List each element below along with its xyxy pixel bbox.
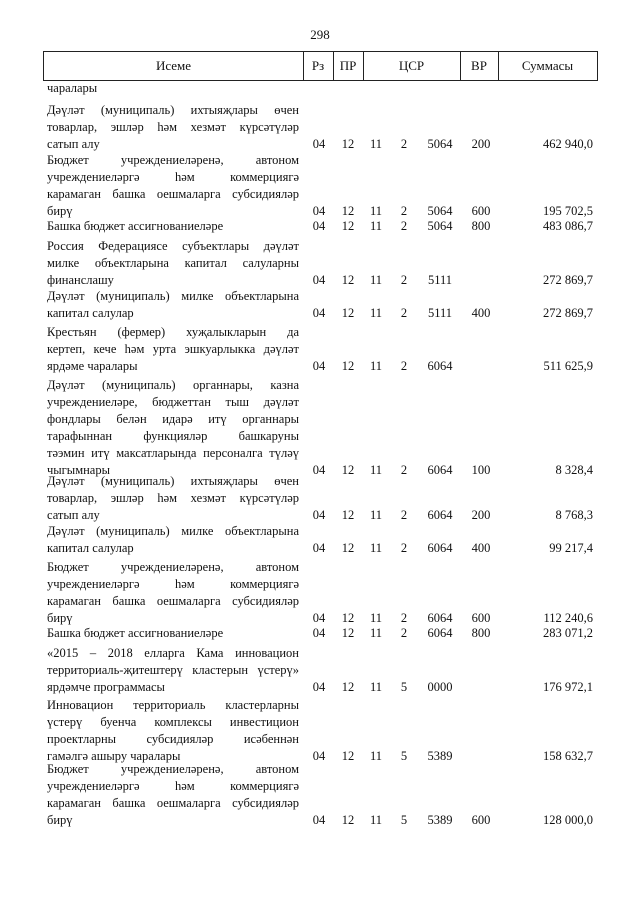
row-pr: 12 [341,749,355,763]
row-vr: 100 [471,463,491,477]
row-sum: 511 625,9 [543,359,593,373]
row-pr: 12 [341,137,355,151]
row-csr-code: 6064 [427,508,453,522]
row-name: Бюджет учреждениеләренә, автоном учреждениеләргә һәм коммерциягә карамаган башка оешмаларга субсидияләр бирү [47,762,299,827]
row-rz: 04 [312,204,326,218]
row-csr-program: 11 [369,273,383,287]
table-row [0,523,640,557]
table-row [0,288,640,322]
row-csr-subprogram: 2 [400,306,408,320]
row-csr-code: 5111 [427,273,453,287]
row-csr-code: 6064 [427,541,453,555]
row-csr-code: 6064 [427,359,453,373]
row-pr: 12 [341,463,355,477]
row-vr: 800 [471,219,491,233]
row-name: Дәүләт (муниципаль) ихтыяҗлары өчен товарлар, эшләр һәм хезмәт күрсәтүләр сатып алу [47,103,299,151]
header-vr: ВР [471,58,487,73]
row-pr: 12 [341,626,355,640]
row-name: Дәүләт (муниципаль) милке объектларына капитал салулар [47,289,299,320]
table-row [0,559,640,627]
row-rz: 04 [312,680,326,694]
row-name: Дәүләт (муниципаль) ихтыяҗлары өчен товарлар, эшләр һәм хезмәт күрсәтүләр сатып алу [47,474,299,522]
row-name: Башка бюджет ассигнованиеләре [47,626,224,640]
row-csr-code: 5389 [427,813,453,827]
row-csr-subprogram: 2 [400,463,408,477]
row-csr-code: 6064 [427,626,453,640]
table-row [0,625,640,642]
row-name: Дәүләт (муниципаль) милке объектларына капитал салулар [47,524,299,555]
row-csr-subprogram: 2 [400,137,408,151]
row-pr: 12 [341,680,355,694]
row-rz: 04 [312,306,326,320]
row-sum: 112 240,6 [543,611,593,625]
row-csr-subprogram: 2 [400,359,408,373]
continuation-row [0,80,640,97]
row-csr-program: 11 [369,359,383,373]
table-row [0,152,640,220]
row-pr: 12 [341,359,355,373]
row-csr-program: 11 [369,611,383,625]
table-header [43,51,598,81]
row-rz: 04 [312,359,326,373]
row-name: Россия Федерациясе субъектлары дәүләт милке объектларына капитал салуларны финанслашу [47,239,299,287]
row-csr-subprogram: 2 [400,626,408,640]
header-sum: Суммасы [521,58,574,73]
row-sum: 8 328,4 [555,463,593,477]
row-vr: 400 [471,306,491,320]
row-csr-program: 11 [369,626,383,640]
row-csr-code: 5064 [427,204,453,218]
row-csr-program: 11 [369,219,383,233]
row-rz: 04 [312,219,326,233]
row-csr-code: 5389 [427,749,453,763]
row-sum: 272 869,7 [543,273,593,287]
row-csr-program: 11 [369,463,383,477]
page-number: 298 [310,27,330,42]
row-pr: 12 [341,204,355,218]
table-row [0,645,640,696]
row-rz: 04 [312,611,326,625]
row-vr: 600 [471,611,491,625]
row-csr-code: 5111 [427,306,453,320]
row-name: Башка бюджет ассигнованиеләре [47,219,224,233]
row-csr-program: 11 [369,541,383,555]
row-csr-program: 11 [369,306,383,320]
row-pr: 12 [341,273,355,287]
table-row [0,377,640,479]
row-sum: 158 632,7 [543,749,593,763]
row-sum: 195 702,5 [543,204,593,218]
row-csr-program: 11 [369,204,383,218]
row-pr: 12 [341,611,355,625]
row-sum: 462 940,0 [543,137,593,151]
row-csr-subprogram: 2 [400,219,408,233]
row-sum: 128 000,0 [543,813,593,827]
row-csr-program: 11 [369,137,383,151]
row-pr: 12 [341,813,355,827]
row-csr-code: 6064 [427,611,453,625]
row-csr-program: 11 [369,813,383,827]
row-csr-subprogram: 2 [400,541,408,555]
row-rz: 04 [312,273,326,287]
table-row [0,473,640,524]
row-name: Бюджет учреждениеләренә, автоном учреждениеләргә һәм коммерциягә карамаган башка оешмаларга субсидияләр бирү [47,153,299,218]
table-row [0,761,640,829]
row-csr-code: 5064 [427,137,453,151]
table-row [0,218,640,235]
row-csr-code: 5064 [427,219,453,233]
row-rz: 04 [312,508,326,522]
header-csr: ЦСР [398,58,425,73]
table-row [0,102,640,153]
row-csr-subprogram: 2 [400,204,408,218]
row-pr: 12 [341,306,355,320]
row-name: Бюджет учреждениеләренә, автоном учреждениеләргә һәм коммерциягә карамаган башка оешмаларга субсидияләр бирү [47,560,299,625]
row-csr-subprogram: 5 [400,813,408,827]
row-rz: 04 [312,749,326,763]
row-csr-code: 0000 [427,680,453,694]
row-vr: 600 [471,204,491,218]
row-csr-code: 6064 [427,463,453,477]
row-name: Дәүләт (муниципаль) органнары, казна учреждениеләре, бюджеттан тыш дәүләт фондлары белән идарә итү органнары тарафыннан функцияләр башкаруны тәэмин итү максатларында персоналга түләү чыгымнары [47,378,299,477]
row-vr: 200 [471,508,491,522]
row-vr: 200 [471,137,491,151]
header-rz: Рз [311,58,325,73]
header-pr: ПР [339,58,357,73]
row-sum: 176 972,1 [543,680,593,694]
row-sum: 99 217,4 [549,541,593,555]
row-rz: 04 [312,541,326,555]
row-csr-program: 11 [369,680,383,694]
row-name: Крестьян (фермер) хуҗалыкларын да кертеп, кече һәм урта эшкуарлыкка дәүләт ярдәме чаралары [47,325,299,373]
row-sum: 483 086,7 [543,219,593,233]
row-sum: 272 869,7 [543,306,593,320]
row-csr-program: 11 [369,508,383,522]
row-pr: 12 [341,508,355,522]
row-sum: 8 768,3 [555,508,593,522]
row-csr-subprogram: 2 [400,611,408,625]
row-vr: 400 [471,541,491,555]
row-csr-subprogram: 2 [400,273,408,287]
row-rz: 04 [312,626,326,640]
row-name: «2015 – 2018 елларга Кама инновацион территориаль-җитештерү кластерын үстерү» ярдәмче программасы [47,646,299,694]
row-vr: 800 [471,626,491,640]
row-csr-subprogram: 2 [400,508,408,522]
row-pr: 12 [341,219,355,233]
row-vr: 600 [471,813,491,827]
row-rz: 04 [312,463,326,477]
row-sum: 283 071,2 [543,626,593,640]
row-rz: 04 [312,813,326,827]
table-row [0,324,640,375]
row-csr-subprogram: 5 [400,749,408,763]
row-pr: 12 [341,541,355,555]
table-row [0,238,640,289]
row-name: Инновацион территориаль кластерларны үстерү буенча комплексы инвестицион проектларны субсидияләр исәбеннән гамәлгә ашыру чаралары [47,698,299,763]
table-row [0,697,640,765]
row-rz: 04 [312,137,326,151]
continuation-text: чаралары [47,81,98,95]
row-csr-program: 11 [369,749,383,763]
header-name: Исеме [155,58,192,73]
row-csr-subprogram: 5 [400,680,408,694]
